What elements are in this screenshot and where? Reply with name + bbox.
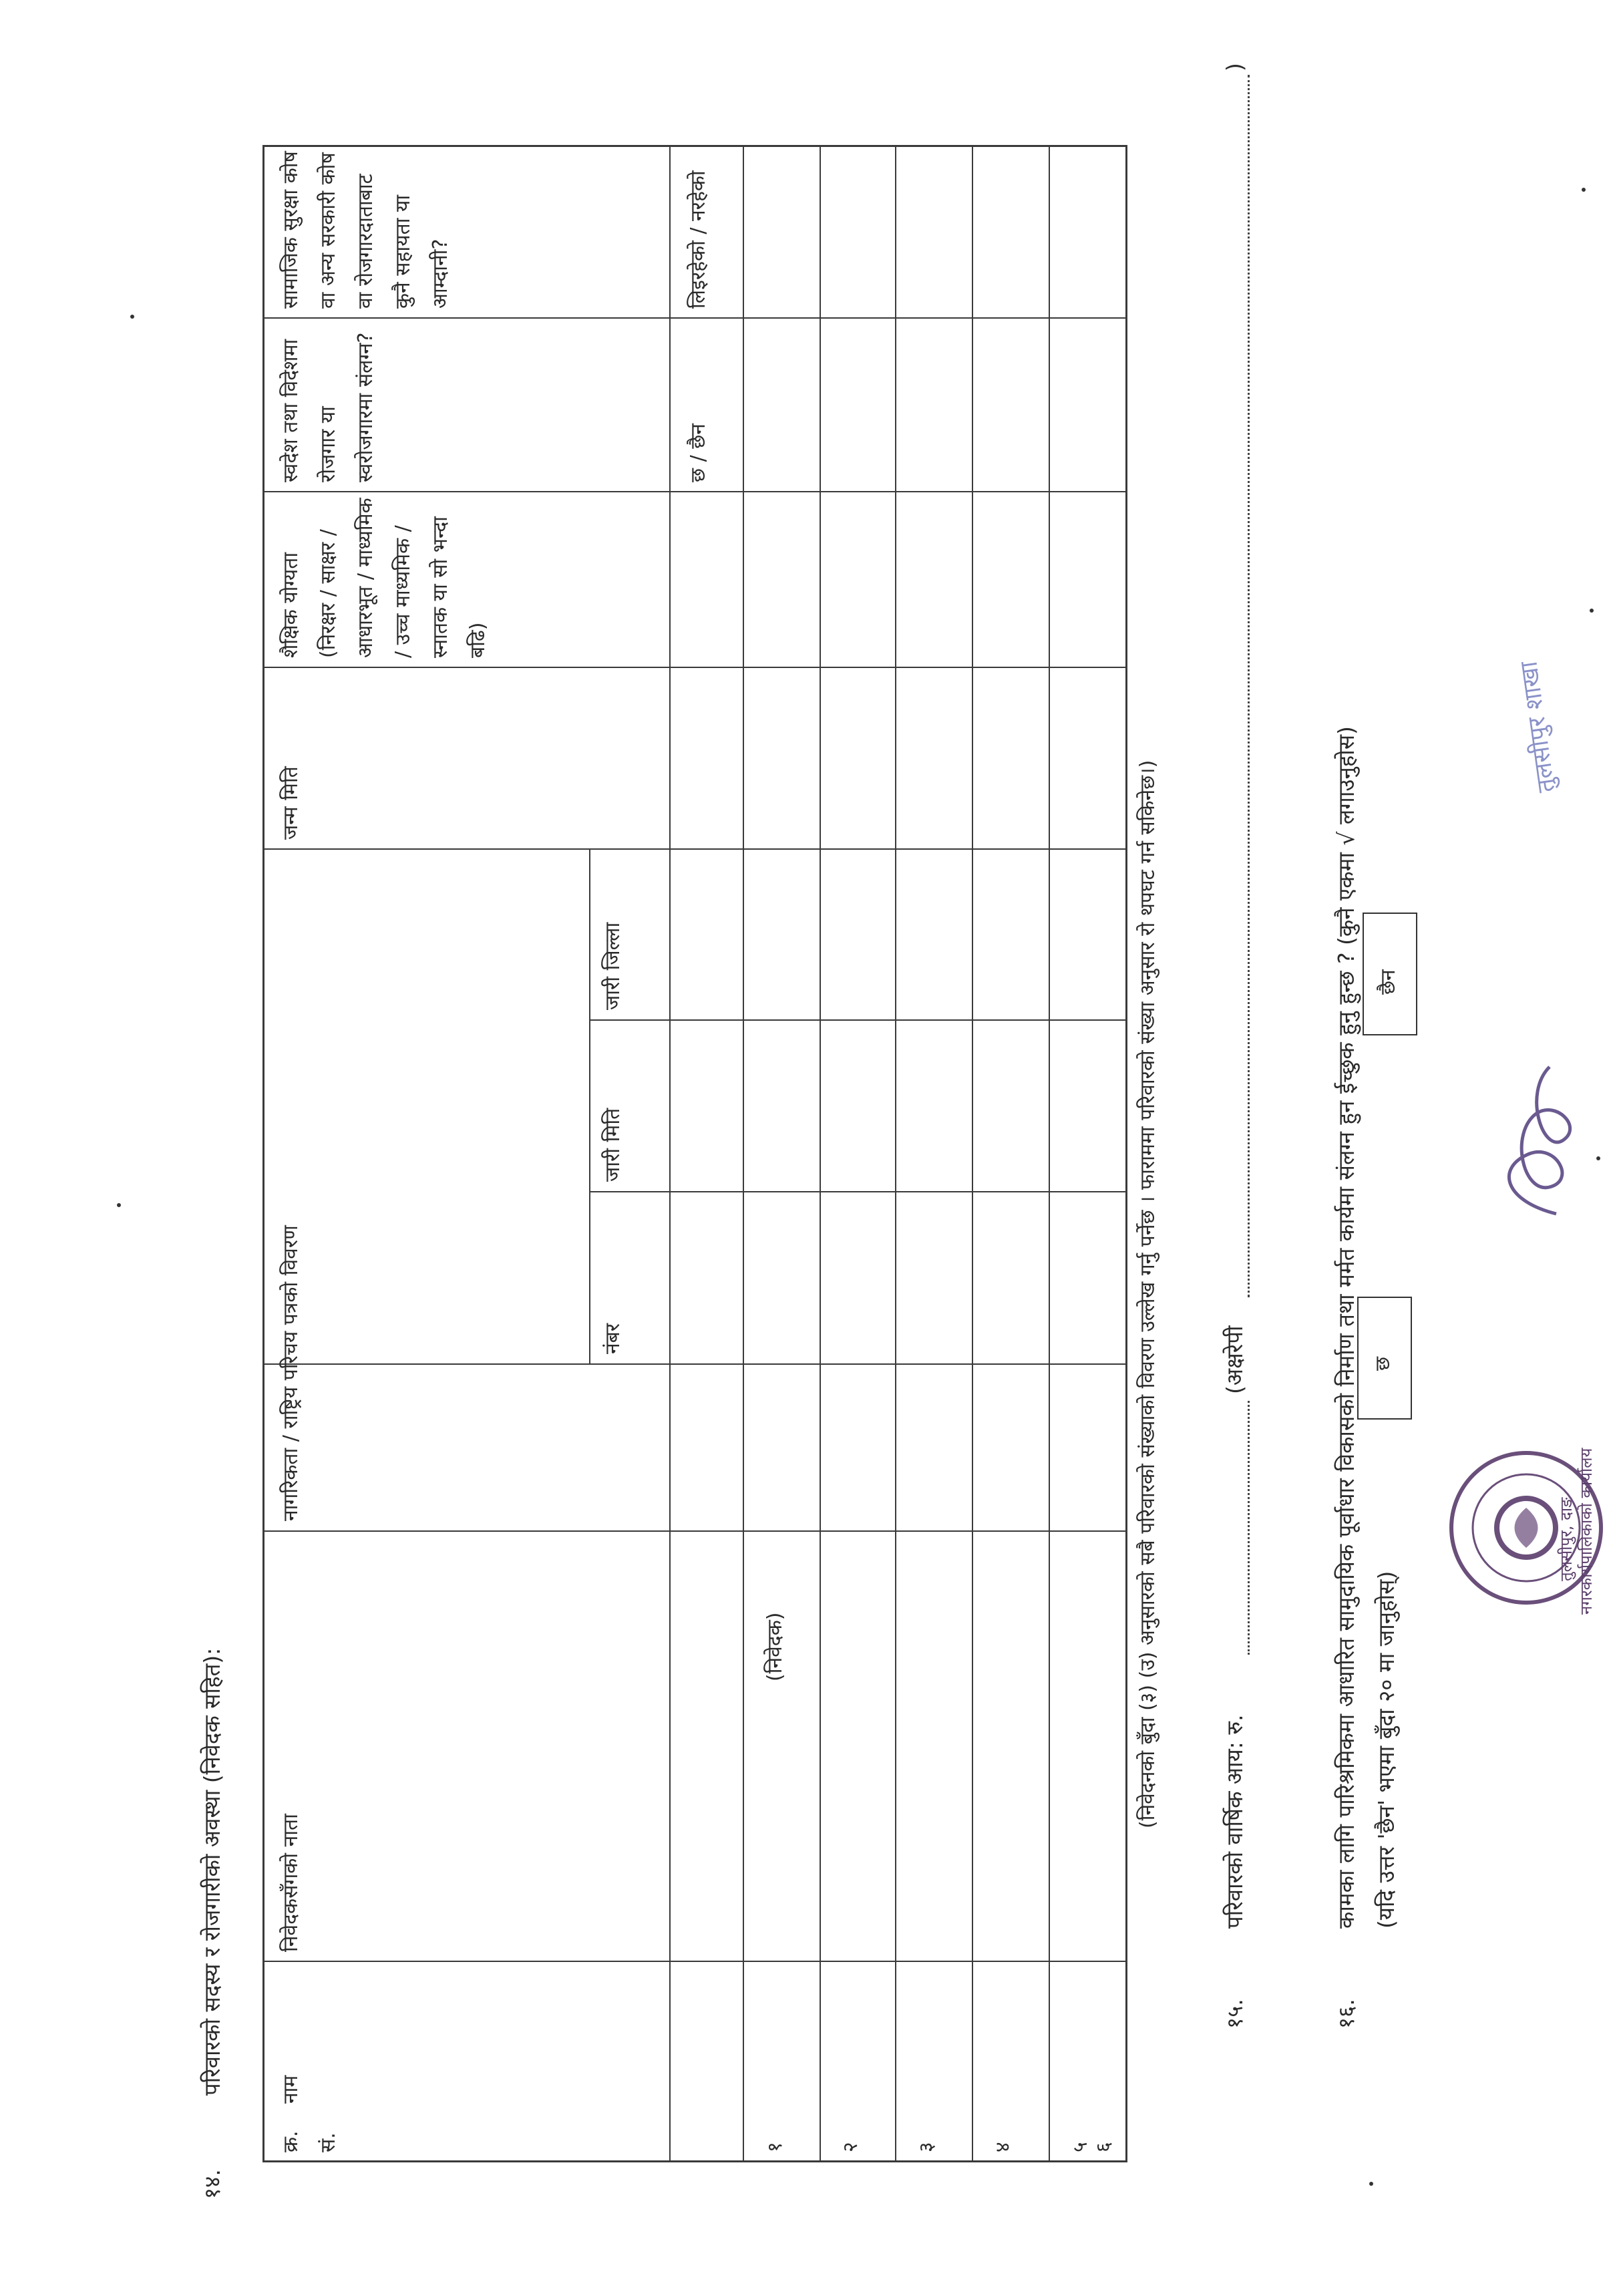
header-education: शैक्षिक योग्यता (निरक्षर / साक्षर / आधारभूत / माध्यमिक / उच्च माध्यमिक / स्नातक या सो भन्दा बढि) (279, 498, 490, 658)
option-no-label: छैन (1377, 969, 1400, 995)
row-sn: १ (763, 2142, 787, 2152)
section16-number: १६. (1333, 1999, 1359, 2029)
signature (1483, 1053, 1596, 1227)
header-citizenship: नागरिकता / राष्ट्रिय परिचय पत्रको विवरण (279, 1225, 303, 1521)
row-sn: २ (839, 2142, 862, 2152)
hint-employment: छ / छैन (687, 424, 710, 482)
option-yes-label: छ (1371, 1356, 1395, 1371)
speck (1596, 1156, 1600, 1160)
speck (1369, 2182, 1373, 2186)
income-amount-blank[interactable] (1248, 1401, 1250, 1655)
row-sn: ५ (1069, 2142, 1092, 2152)
header-dob: जन्म मिति (279, 766, 303, 840)
header-cit-district: जारी जिल्ला (601, 922, 624, 1010)
header-sn: क्र. सं. (279, 2130, 340, 2152)
speck (1582, 188, 1586, 192)
row-sn: ४ (991, 2142, 1015, 2152)
speck (117, 1203, 121, 1207)
row-sn: ३ (915, 2142, 938, 2152)
section15-number: १५. (1222, 1999, 1248, 2029)
speck (1590, 609, 1594, 613)
header-social-security: सामाजिक सुरक्षा कोष वा अन्य सरकारी कोष वा रोजगारदाताबाट कुनै सहायता या आम्दानी? (279, 151, 452, 309)
branch-stamp: तुलसीपुर शाखा (1515, 659, 1561, 794)
section15-close: ) (1222, 63, 1248, 71)
section16-question: कामका लागि पारिश्रमिकमा आधारित सामुदायिक पूर्वाधार विकासको निर्माण तथा मर्मत कार्यमा संलग्न हुन ईच्छुक हुनु हुन्छ ? (कुनै एकमा √ लगाउनुहोस) (1333, 725, 1359, 1929)
seal-subtext: तुलसीपुर, दाङ (1557, 1497, 1576, 1581)
section15-label: परिवारको वार्षिक आय: रु. (1222, 1714, 1248, 1929)
header-employment: स्वदेश तथा विदेशमा रोजगार या स्वरोजगारमा संलग्न? (279, 332, 377, 482)
signature-icon (1483, 1053, 1596, 1227)
header-relation: निवेदकसँगको नाता (279, 1814, 303, 1952)
seal-text: नगरकार्यपालिकाको कार्यालय (1577, 1448, 1596, 1615)
row-sn: ६ (1092, 2142, 1115, 2152)
speck (130, 315, 134, 319)
section14-title: परिवारको सदस्य र रोजगारीको अवस्था (निवेदक सहित): (199, 1647, 225, 2096)
hint-social-security: लिइरहेको / नरहेको (687, 170, 710, 309)
table-note: (निवेदनको बुँदा (३) (उ) अनुसारको सबै परिवारको संख्याको विवरण उल्लेख गर्नु पर्नेछ । फाराममा परिवारको संख्या अनुसार रो थपघट गर्न सकिनेछ।) (1136, 760, 1159, 1828)
header-cit-number: नंबर (601, 1323, 624, 1354)
header-name: नाम (279, 2075, 303, 2104)
income-words-blank[interactable] (1248, 75, 1250, 1297)
row-relation: (निवेदक) (763, 1612, 787, 1681)
section14-number: १४. (199, 2169, 225, 2199)
header-cit-date: जारी मिति (601, 1108, 624, 1182)
section15-words-label: (अक्षरेपी (1222, 1325, 1248, 1394)
section16-note: (यदि उत्तर 'छैन' भएमा बुँदा २० मा जानुहोस्) (1373, 1571, 1399, 1929)
